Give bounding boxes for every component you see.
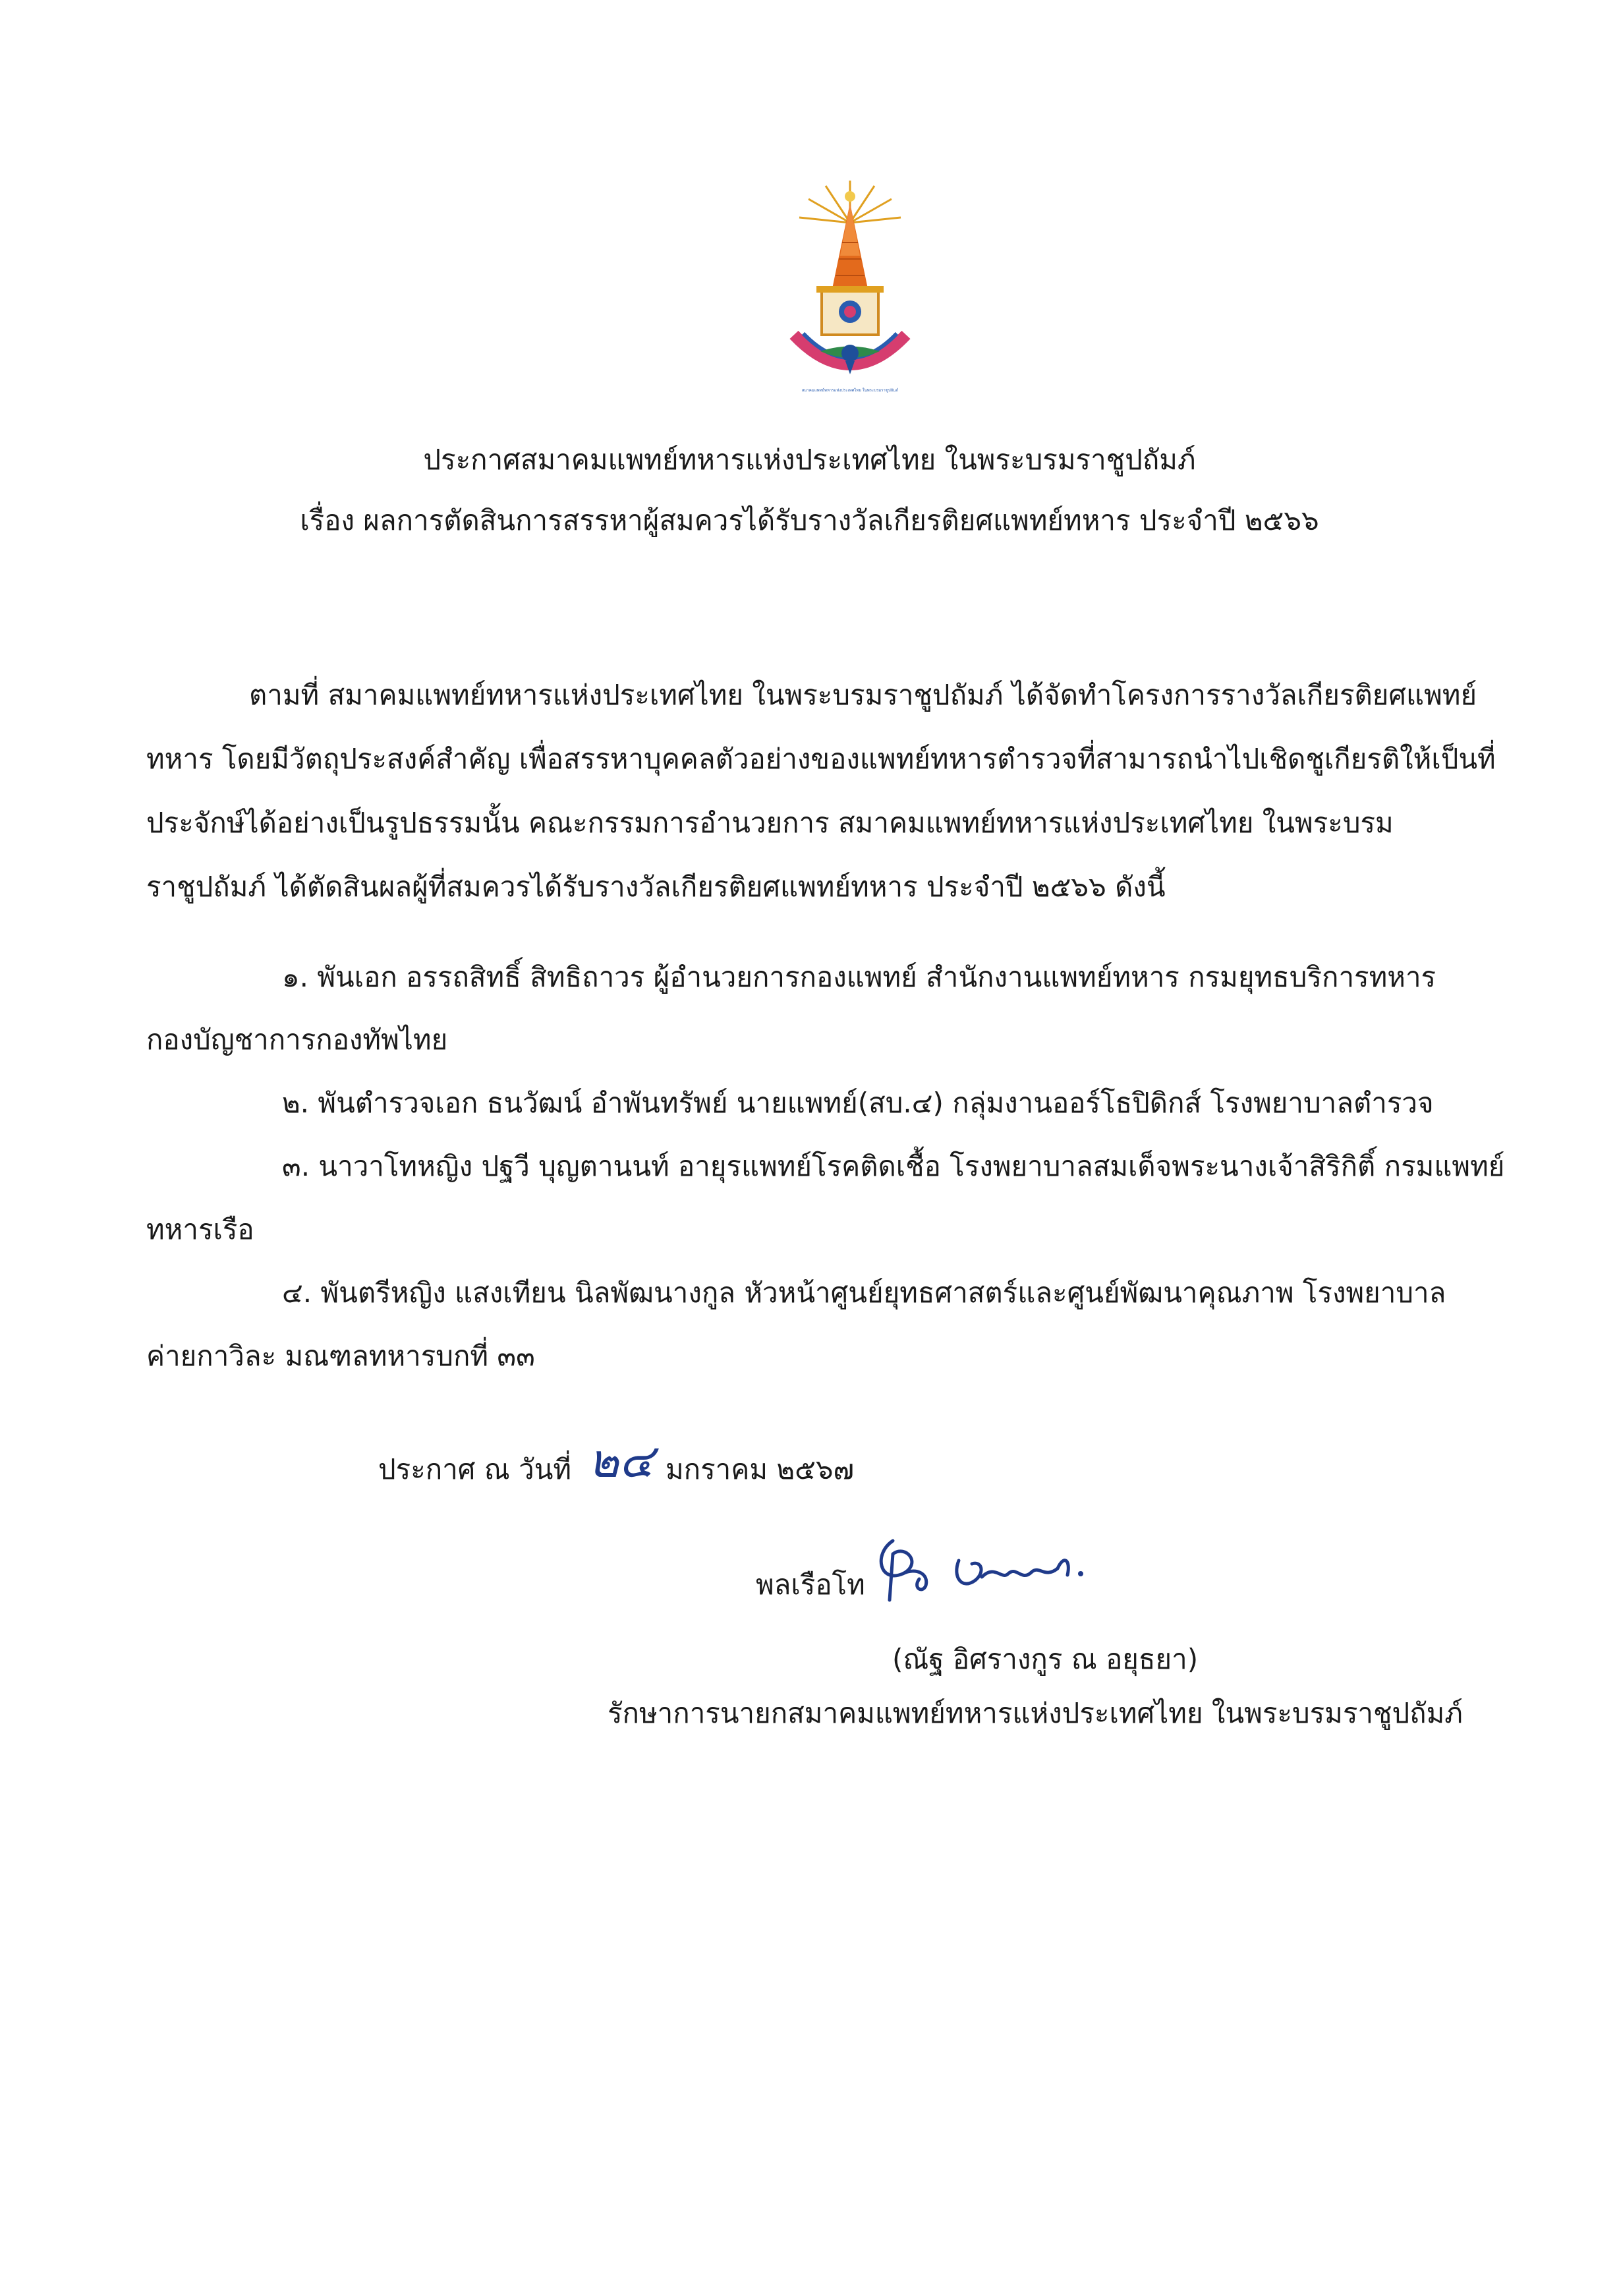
- date-month-year: มกราคม ๒๕๖๗: [666, 1453, 855, 1485]
- emblem-text: สมาคมแพทย์ทหารแห่งประเทศไทย ในพระบรมราชูปถัมภ์: [801, 388, 899, 393]
- association-emblem-icon: [774, 177, 926, 404]
- announcement-subject: เรื่อง ผลการตัดสินการสรรหาผู้สมควรได้รับรางวัลเกียรติยศแพทย์ทหาร ประจำปี ๒๕๖๖: [300, 504, 1319, 536]
- awardee-item-cont: ทหารเรือ: [146, 1213, 254, 1246]
- signatory-name: (ณัฐ อิศรางกูร ณ อยุธยา): [892, 1643, 1199, 1675]
- awardee-item-cont: กองบัญชาการกองทัพไทย: [146, 1023, 448, 1056]
- paragraph-line: ตามที่ สมาคมแพทย์ทหารแห่งประเทศไทย ในพระบรมราชูปถัมภ์ ได้จัดทำโครงการรางวัลเกียรติยศแพทย์: [249, 679, 1477, 711]
- paragraph-line: ทหาร โดยมีวัตถุประสงค์สำคัญ เพื่อสรรหาบุคคลตัวอย่างของแพทย์ทหารตำรวจที่สามารถนำไปเชิดชูเกียรติให้เป็นที่: [146, 743, 1496, 775]
- paragraph-line: ประจักษ์ได้อย่างเป็นรูปธรรมนั้น คณะกรรมการอำนวยการ สมาคมแพทย์ทหารแห่งประเทศไทย ในพระบรม: [146, 807, 1394, 839]
- awardee-item-cont: ค่ายกาวิละ มณฑลทหารบกที่ ๓๓: [146, 1340, 535, 1372]
- signatory-position: รักษาการนายกสมาคมแพทย์ทหารแห่งประเทศไทย ในพระบรมราชูปถัมภ์: [608, 1697, 1463, 1729]
- awardee-item: ๓. นาวาโทหญิง ปฐวี บุญตานนท์ อายุรแพทย์โรคติดเชื้อ โรงพยาบาลสมเด็จพระนางเจ้าสิริกิติ์ กรมแพทย์: [282, 1150, 1505, 1182]
- paragraph-line: ราชูปถัมภ์ ได้ตัดสินผลผู้ที่สมควรได้รับรางวัลเกียรติยศแพทย์ทหาร ประจำปี ๒๕๖๖ ดังนี้: [146, 871, 1166, 903]
- awardee-item: ๒. พันตำรวจเอก ธนวัฒน์ อำพันทรัพย์ นายแพทย์(สบ.๔) กลุ่มงานออร์โธปิดิกส์ โรงพยาบาลตำรวจ: [282, 1087, 1434, 1119]
- awardee-item: ๔. พันตรีหญิง แสงเทียน นิลพัฒนางกูล หัวหน้าศูนย์ยุทธศาสตร์และศูนย์พัฒนาคุณภาพ โรงพยาบาล: [282, 1277, 1446, 1309]
- announcement-title: ประกาศสมาคมแพทย์ทหารแห่งประเทศไทย ในพระบรมราชูปถัมภ์: [423, 444, 1196, 476]
- handwritten-day: ๒๔: [588, 1434, 654, 1488]
- signatory-rank: พลเรือโท: [756, 1568, 865, 1601]
- date-prefix: ประกาศ ณ วันที่: [378, 1453, 572, 1485]
- awardee-item: ๑. พันเอก อรรถสิทธิ์ สิทธิถาวร ผู้อำนวยการกองแพทย์ สำนักงานแพทย์ทหาร กรมยุทธบริการทหาร: [282, 961, 1436, 993]
- handwritten-signature: [866, 1528, 1143, 1607]
